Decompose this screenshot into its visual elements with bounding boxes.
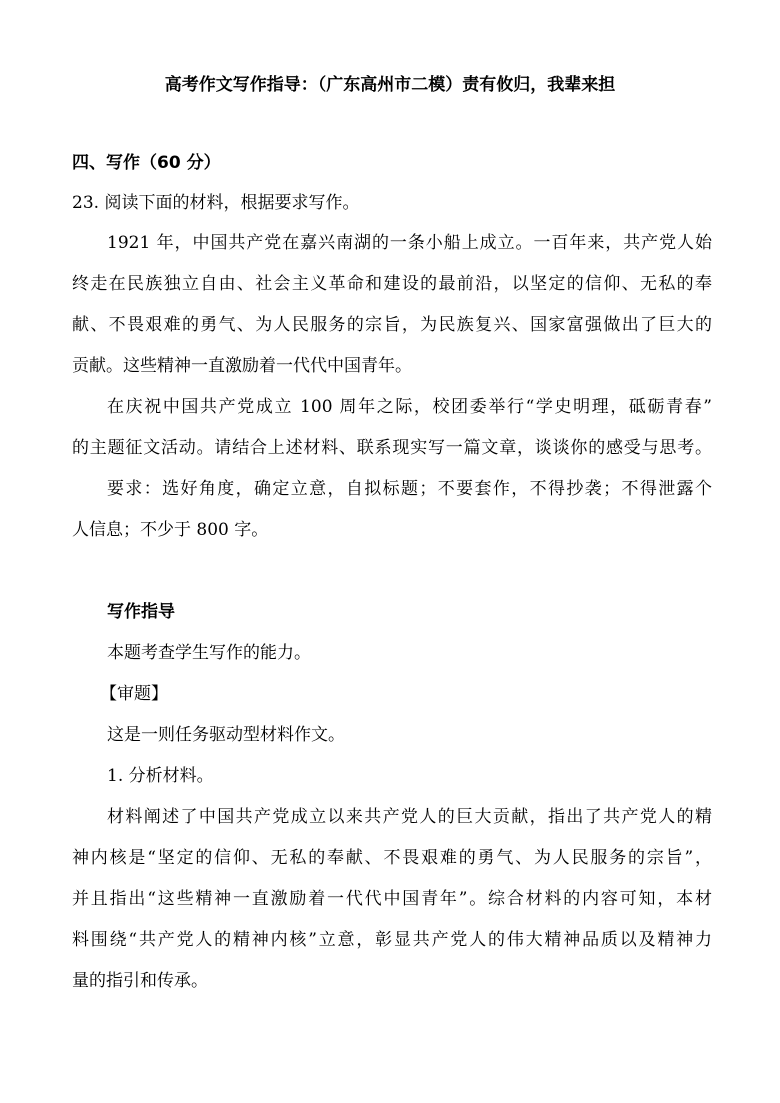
analysis-line: 并且指出“这些精神一直激励着一代代中国青年”。综合材料的内容可知，本材: [72, 889, 712, 909]
analysis-line: 材料阐述了中国共产党成立以来共产党人的巨大贡献，指出了共产党人的精: [107, 807, 712, 827]
analysis-heading: 1. 分析材料。: [107, 766, 214, 786]
requirements-line: 人信息；不少于 800 字。: [72, 520, 269, 540]
analysis-line: 量的指引和传承。: [72, 971, 208, 991]
requirements-line: 要求：选好角度，确定立意，自拟标题；不要套作，不得抄袭；不得泄露个: [107, 479, 712, 499]
review-type: 这是一则任务驱动型材料作文。: [107, 725, 345, 745]
document-title: 高考作文写作指导：（广东高州市二模）责有攸归，我辈来担: [164, 75, 616, 95]
material-line: 1921 年，中国共产党在嘉兴南湖的一条小船上成立。一百年来，共产党人始: [107, 233, 712, 253]
analysis-line: 神内核是“坚定的信仰、无私的奉献、不畏艰难的勇气、为人民服务的宗旨”，: [72, 848, 712, 868]
task-line: 在庆祝中国共产党成立 100 周年之际，校团委举行“学史明理，砥砺青春”: [107, 397, 712, 417]
section-heading: 四、写作（60 分）: [72, 153, 221, 173]
material-line: 终走在民族独立自由、社会主义革命和建设的最前沿，以坚定的信仰、无私的奉: [72, 274, 712, 294]
guide-intro: 本题考查学生写作的能力。: [107, 643, 311, 663]
material-line: 贡献。这些精神一直激励着一代代中国青年。: [72, 356, 412, 376]
question-prompt: 23. 阅读下面的材料，根据要求写作。: [72, 193, 360, 213]
review-heading: 【审题】: [100, 684, 168, 704]
material-line: 献、不畏艰难的勇气、为人民服务的宗旨，为民族复兴、国家富强做出了巨大的: [72, 315, 712, 335]
guide-heading: 写作指导: [107, 602, 175, 622]
analysis-line: 料围绕“共产党人的精神内核”立意，彰显共产党人的伟大精神品质以及精神力: [72, 930, 712, 950]
task-line: 的主题征文活动。请结合上述材料、联系现实写一篇文章，谈谈你的感受与思考。: [72, 438, 712, 458]
